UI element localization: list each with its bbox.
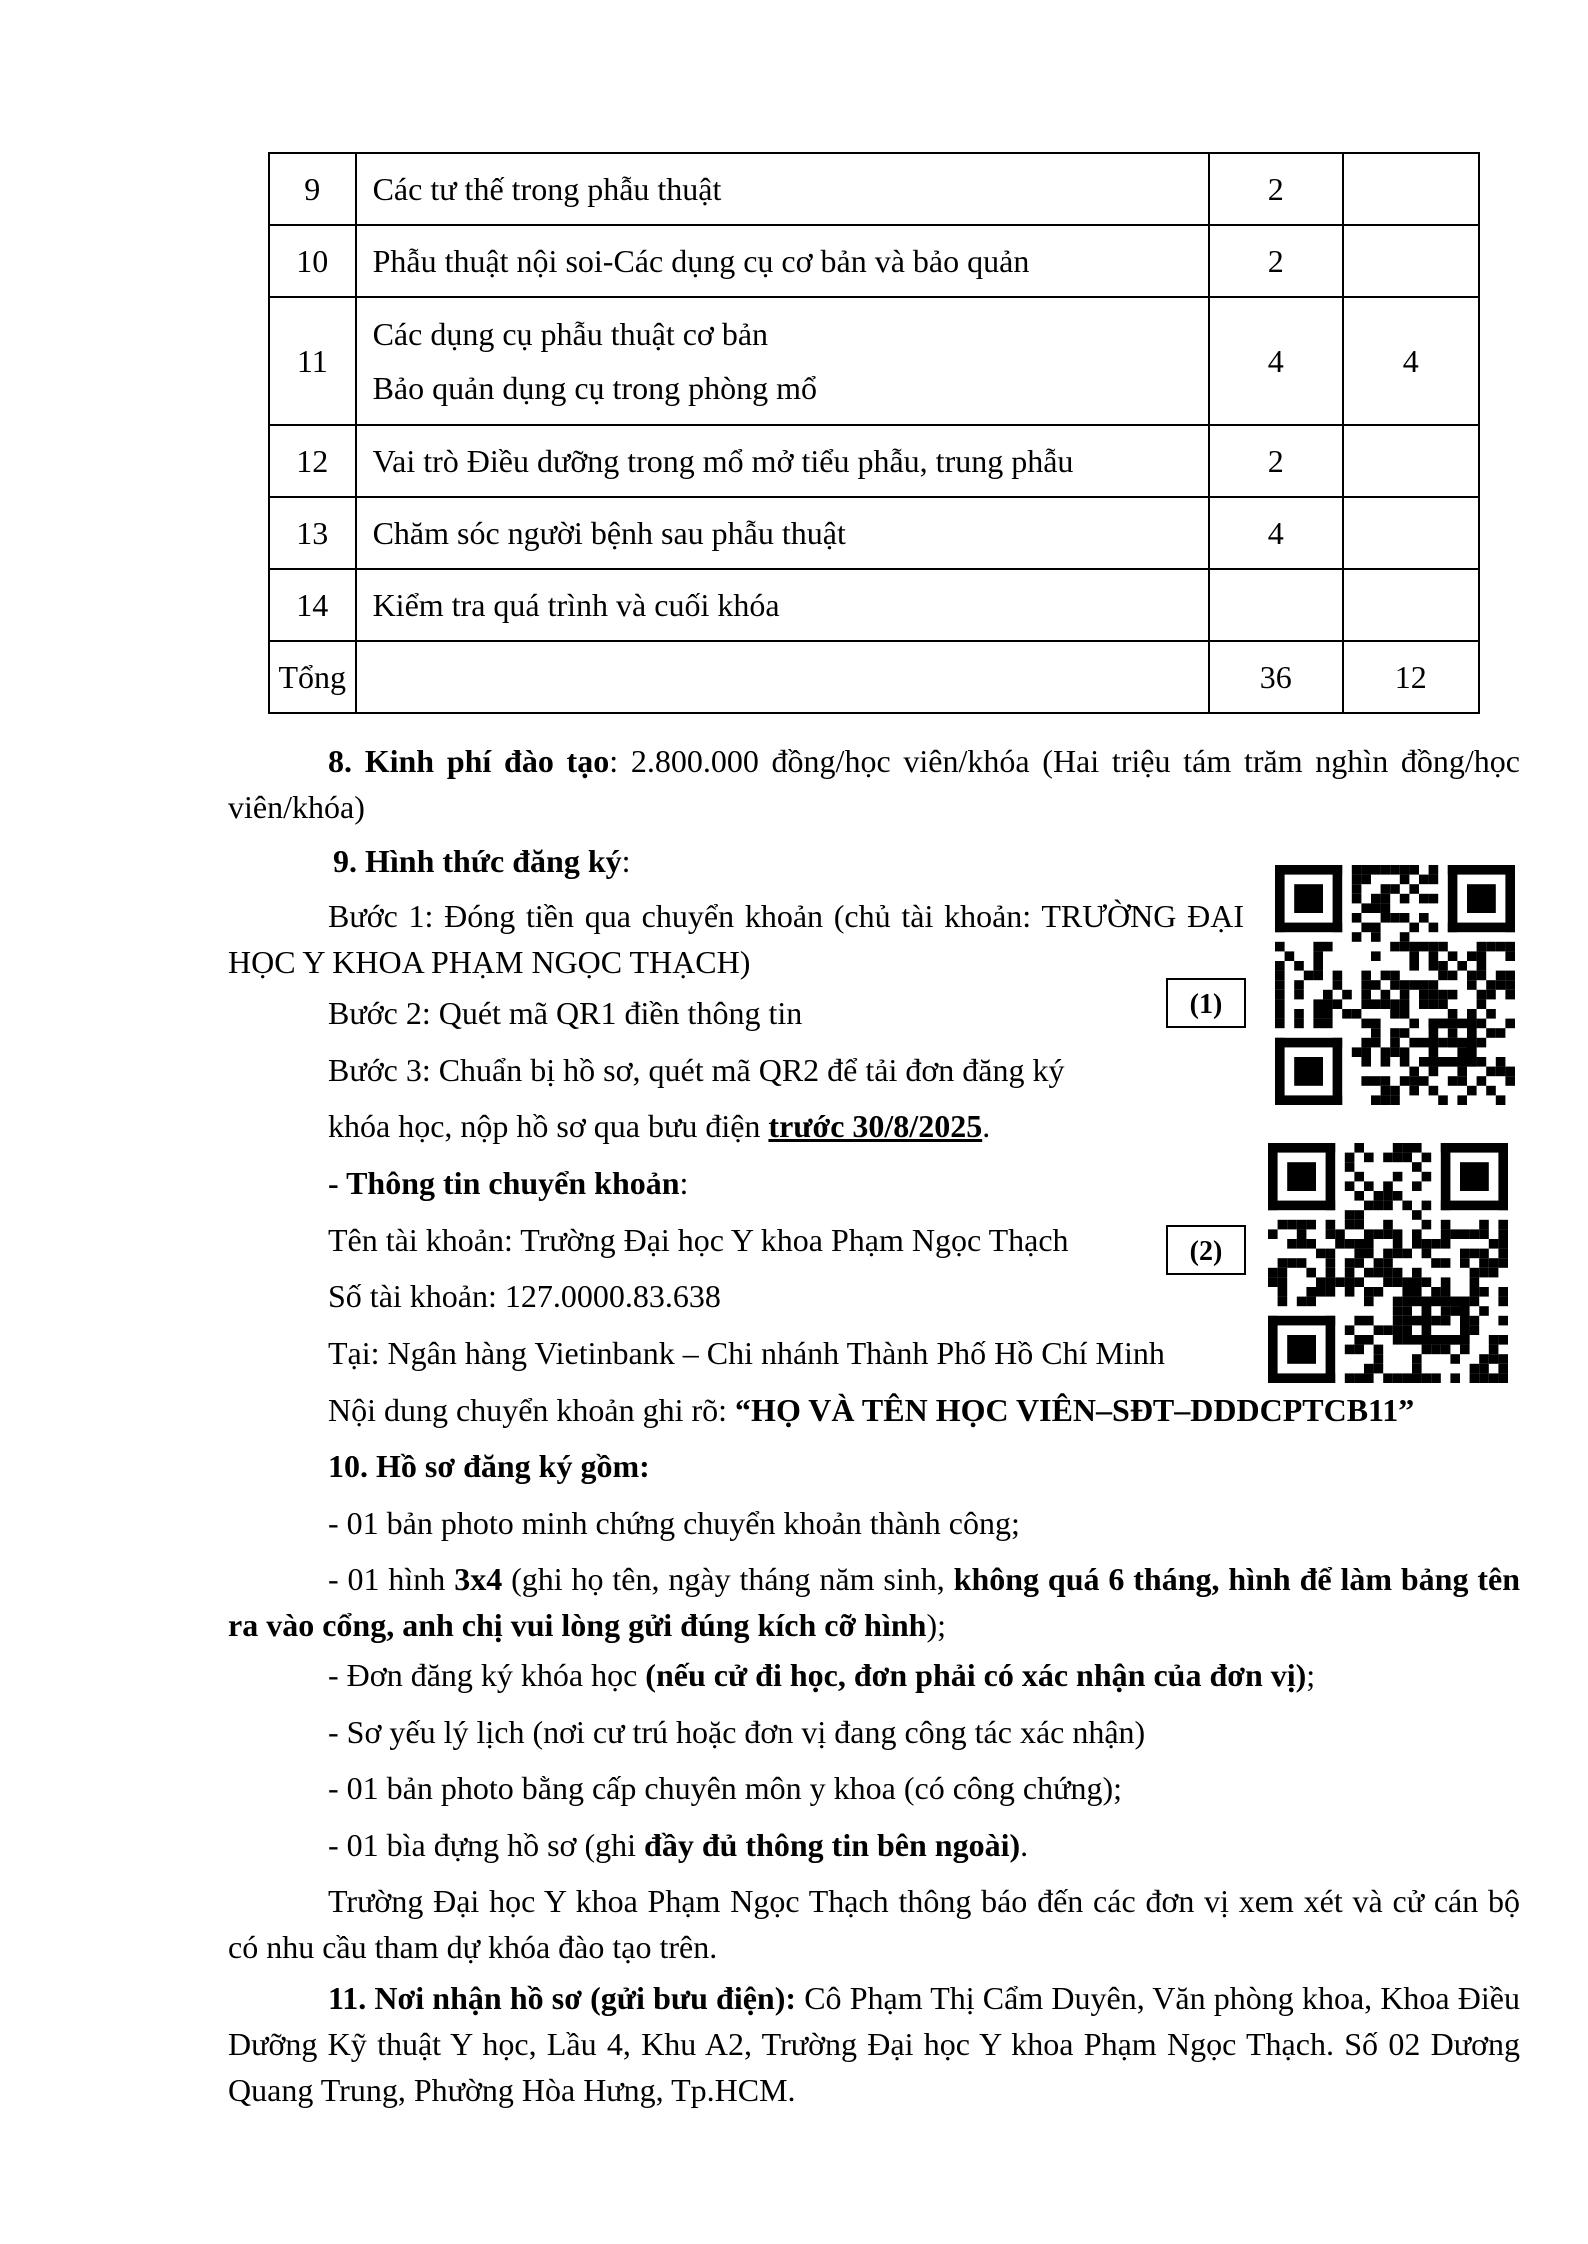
transfer-content-label: Nội dung chuyển khoản ghi rõ:	[328, 1392, 736, 1428]
section-11-text: Cô Phạm Thị Cẩm Duyên, Văn phòng khoa, Khoa Điều Dưỡng Kỹ thuật Y học, Lầu 4, Khu A2, Trường Đại học Y khoa Phạm Ngọc Thạch. Số 02 Dương Quang Trung, Phường Hòa Hưng, Tp.HCM.	[228, 1980, 1521, 2108]
section-9-step-3-line-1: Bước 3: Chuẩn bị hồ sơ, quét mã QR2 để tải đơn đăng ký	[328, 1052, 1065, 1088]
transfer-content-value: “HỌ VÀ TÊN HỌC VIÊN–SĐT–DDDCPTCB11”	[735, 1392, 1415, 1428]
cell-theory-hours: 4	[1209, 497, 1342, 569]
item-2-part-d: không quá 6 tháng, hình để làm bảng tên ra vào cổng, anh chị vui lòng gửi đúng kích cỡ hình	[228, 1561, 1521, 1643]
step-3-end: .	[982, 1108, 991, 1144]
cell-theory-hours: 2	[1209, 425, 1342, 497]
transfer-info-colon: :	[679, 1165, 689, 1201]
cell-content-line: Các tư thế trong phẫu thuật	[372, 171, 722, 207]
cell-number: 9	[269, 153, 356, 225]
cell-content	[356, 153, 1210, 225]
dossier-item-1: - 01 bản photo minh chứng chuyển khoản thành công;	[328, 1505, 1020, 1541]
section-10-heading: 10. Hồ sơ đăng ký gồm:	[328, 1448, 650, 1484]
cell-content-line: Vai trò Điều dưỡng trong mổ mở tiểu phẫu, trung phẫu	[372, 443, 1074, 479]
transfer-content	[328, 1387, 1414, 1433]
cell-theory-hours: 2	[1209, 225, 1342, 297]
cell-theory-hours: 2	[1209, 153, 1342, 225]
dossier-item-4: - Sơ yếu lý lịch (nơi cư trú hoặc đơn vị đang công tác xác nhận)	[328, 1714, 1146, 1750]
table-row	[269, 297, 1479, 425]
qr-code-1-icon[interactable]	[1275, 865, 1515, 1105]
cell-content	[356, 641, 1210, 713]
section-8-heading: 8. Kinh phí đào tạo	[328, 743, 610, 779]
section-9-heading: 9. Hình thức đăng ký	[333, 843, 622, 879]
cell-content	[356, 569, 1210, 641]
transfer-info-heading: - Thông tin chuyển khoản	[328, 1165, 680, 1201]
cell-theory-hours	[1209, 569, 1342, 641]
step-3-text: khóa học, nộp hồ sơ qua bưu điện	[328, 1108, 769, 1144]
cell-content-line: Phẫu thuật nội soi-Các dụng cụ cơ bản và bảo quản	[372, 243, 1030, 279]
dossier-item-3	[328, 1652, 1315, 1698]
section-9-colon: :	[621, 843, 631, 879]
qr-code-2-icon[interactable]	[1268, 1143, 1508, 1383]
table-row	[269, 153, 1479, 225]
section-8-text: : 2.800.000 đồng/học viên/khóa (Hai triệu tám trăm nghìn đồng/học viên/khóa)	[228, 743, 1521, 825]
table-row	[269, 569, 1479, 641]
bank-branch: Tại: Ngân hàng Vietinbank – Chi nhánh Thành Phố Hồ Chí Minh	[328, 1335, 1165, 1371]
item-3-part-c: ;	[1306, 1657, 1316, 1693]
cell-practice-hours	[1343, 569, 1480, 641]
cell-practice-hours	[1343, 497, 1480, 569]
dossier-item-2	[228, 1556, 1520, 1648]
item-3-part-a: - Đơn đăng ký khóa học	[328, 1657, 646, 1693]
cell-practice-hours: 12	[1343, 641, 1480, 713]
cell-practice-hours	[1343, 153, 1480, 225]
cell-practice-hours: 4	[1343, 297, 1480, 425]
account-name: Tên tài khoản: Trường Đại học Y khoa Phạm Ngọc Thạch	[328, 1222, 1069, 1258]
item-6-part-c: .	[1020, 1827, 1029, 1863]
item-3-part-b: (nếu cử đi học, đơn phải có xác nhận của đơn vị)	[645, 1657, 1307, 1693]
registration-deadline: trước 30/8/2025	[768, 1108, 983, 1144]
table-row	[269, 225, 1479, 297]
cell-number: 12	[269, 425, 356, 497]
item-6-part-a: - 01 bìa đựng hồ sơ (ghi	[328, 1827, 645, 1863]
item-2-part-a: - 01 hình	[328, 1561, 455, 1597]
cell-content	[356, 225, 1210, 297]
syllabus-table	[268, 152, 1480, 714]
section-9-step-1: Bước 1: Đóng tiền qua chuyển khoản (chủ tài khoản: TRƯỜNG ĐẠI HỌC Y KHOA PHẠM NGỌC THẠCH)	[228, 898, 1244, 980]
item-6-part-b: đầy đủ thông tin bên ngoài)	[644, 1827, 1021, 1863]
photo-size: 3x4	[454, 1561, 503, 1597]
cell-content	[356, 297, 1210, 425]
cell-number: 11	[269, 297, 356, 425]
dossier-item-5: - 01 bản photo bằng cấp chuyên môn y khoa (có công chứng);	[328, 1770, 1123, 1806]
item-2-part-e: );	[926, 1607, 946, 1643]
section-9-step-2: Bước 2: Quét mã QR1 điền thông tin	[328, 995, 803, 1031]
qr1-label: (1)	[1166, 978, 1246, 1028]
qr2-label: (2)	[1166, 1225, 1246, 1275]
account-number: Số tài khoản: 127.0000.83.638	[328, 1278, 721, 1314]
dossier-item-6	[328, 1822, 1028, 1868]
cell-content-line: Kiểm tra quá trình và cuối khóa	[372, 587, 780, 623]
syllabus-table-body	[269, 153, 1479, 713]
transfer-info-heading-line	[328, 1160, 688, 1206]
cell-practice-hours	[1343, 225, 1480, 297]
section-11-address	[228, 1975, 1520, 2113]
table-row	[269, 641, 1479, 713]
section-9-heading-line	[333, 838, 631, 884]
cell-number: Tổng	[269, 641, 356, 713]
cell-number: 13	[269, 497, 356, 569]
section-11-heading: 11. Nơi nhận hồ sơ (gửi bưu điện):	[328, 1980, 797, 2016]
cell-content-line: Các dụng cụ phẫu thuật cơ bản	[372, 316, 769, 352]
cell-theory-hours: 36	[1209, 641, 1342, 713]
cell-number: 10	[269, 225, 356, 297]
cell-theory-hours: 4	[1209, 297, 1342, 425]
cell-content-line: Chăm sóc người bệnh sau phẫu thuật	[372, 515, 846, 551]
item-2-part-c: (ghi họ tên, ngày tháng năm sinh,	[502, 1561, 954, 1597]
table-row	[269, 497, 1479, 569]
cell-number: 14	[269, 569, 356, 641]
table-row	[269, 425, 1479, 497]
section-9-step-3-line-2	[328, 1103, 990, 1149]
cell-practice-hours	[1343, 425, 1480, 497]
section-8-fee	[228, 738, 1520, 830]
cell-content	[356, 425, 1210, 497]
cell-content	[356, 497, 1210, 569]
cell-content-line: Bảo quản dụng cụ trong phòng mổ	[372, 370, 817, 406]
notice-paragraph: Trường Đại học Y khoa Phạm Ngọc Thạch thông báo đến các đơn vị xem xét và cử cán bộ có nhu cầu tham dự khóa đào tạo trên.	[228, 1883, 1520, 1965]
